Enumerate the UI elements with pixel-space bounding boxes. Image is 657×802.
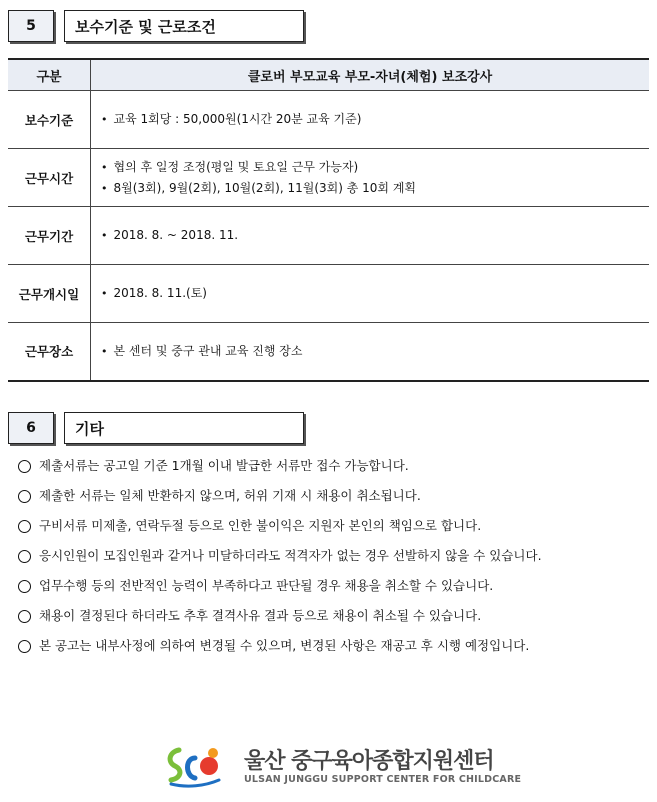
- row-label: 보수기준: [8, 91, 91, 149]
- row-line: • 협의 후 일정 조정(평일 및 토요일 근무 가능자): [101, 157, 648, 178]
- row-line: • 교육 1회당 : 50,000원(1시간 20분 교육 기준): [101, 109, 648, 130]
- row-value: [91, 323, 650, 381]
- circle-bullet-icon: [18, 610, 31, 623]
- list-item-text: 본 공고는 내부사정에 의하여 변경될 수 있으며, 변경된 사항은 재공고 후 시행 예정입니다.: [39, 638, 530, 653]
- table-row: [8, 207, 649, 265]
- center-logo-icon: [165, 744, 225, 788]
- org-name-en: ULSAN JUNGGU SUPPORT CENTER FOR CHILDCARE: [244, 774, 522, 785]
- row-label: 근무장소: [8, 323, 91, 381]
- circle-bullet-icon: [18, 490, 31, 503]
- section-5-header: [8, 10, 304, 42]
- row-value: [91, 91, 650, 149]
- row-value: [91, 149, 650, 207]
- row-line: • 본 센터 및 중구 관내 교육 진행 장소: [101, 341, 648, 362]
- table-row: [8, 91, 649, 149]
- circle-bullet-icon: [18, 550, 31, 563]
- org-name: 울산 중구육아종합지원센터: [244, 749, 494, 774]
- conditions-table: [8, 58, 649, 382]
- section-number: 5: [8, 10, 54, 42]
- list-item-text: 제출서류는 공고일 기준 1개월 이내 발급한 서류만 접수 가능합니다.: [39, 458, 409, 473]
- row-label: 근무시간: [8, 149, 91, 207]
- circle-bullet-icon: [18, 580, 31, 593]
- row-value: [91, 265, 650, 323]
- row-value: [91, 207, 650, 265]
- circle-bullet-icon: [18, 460, 31, 473]
- row-label: 근무개시일: [8, 265, 91, 323]
- table-row: [8, 323, 649, 381]
- table-row: [8, 149, 649, 207]
- header-position: 클로버 부모교육 부모-자녀(체험) 보조강사: [91, 59, 650, 91]
- list-item: [18, 456, 542, 486]
- circle-bullet-icon: [18, 520, 31, 533]
- table-row: [8, 265, 649, 323]
- list-item: [18, 576, 542, 606]
- section-title: 기타: [64, 412, 304, 444]
- header-category: 구분: [8, 59, 91, 91]
- row-line: • 2018. 8. ~ 2018. 11.: [101, 225, 648, 246]
- circle-bullet-icon: [18, 640, 31, 653]
- list-item: [18, 546, 542, 576]
- row-line: • 8월(3회), 9월(2회), 10월(2회), 11월(3회) 총 10회 계획: [101, 178, 648, 199]
- notes-list: [18, 456, 542, 666]
- list-item: [18, 606, 542, 636]
- row-line: • 2018. 8. 11.(토): [101, 283, 648, 304]
- list-item-text: 제출한 서류는 일체 반환하지 않으며, 허위 기재 시 채용이 취소됩니다.: [39, 488, 421, 503]
- footer-logo: [0, 742, 657, 792]
- list-item-text: 채용이 결정된다 하더라도 추후 결격사유 결과 등으로 채용이 취소될 수 있습니다.: [39, 608, 482, 623]
- list-item-text: 업무수행 등의 전반적인 능력이 부족하다고 판단될 경우 채용을 취소할 수 있습니다.: [39, 578, 494, 593]
- list-item-text: 응시인원이 모집인원과 같거나 미달하더라도 적격자가 없는 경우 선발하지 않을 수 있습니다.: [39, 548, 542, 563]
- section-title: 보수기준 및 근로조건: [64, 10, 304, 42]
- list-item: [18, 516, 542, 546]
- section-6-header: [8, 412, 304, 444]
- section-number: 6: [8, 412, 54, 444]
- list-item: [18, 486, 542, 516]
- table-header-row: [8, 59, 649, 91]
- list-item: [18, 636, 542, 666]
- row-label: 근무기간: [8, 207, 91, 265]
- list-item-text: 구비서류 미제출, 연락두절 등으로 인한 불이익은 지원자 본인의 책임으로 합니다.: [39, 518, 482, 533]
